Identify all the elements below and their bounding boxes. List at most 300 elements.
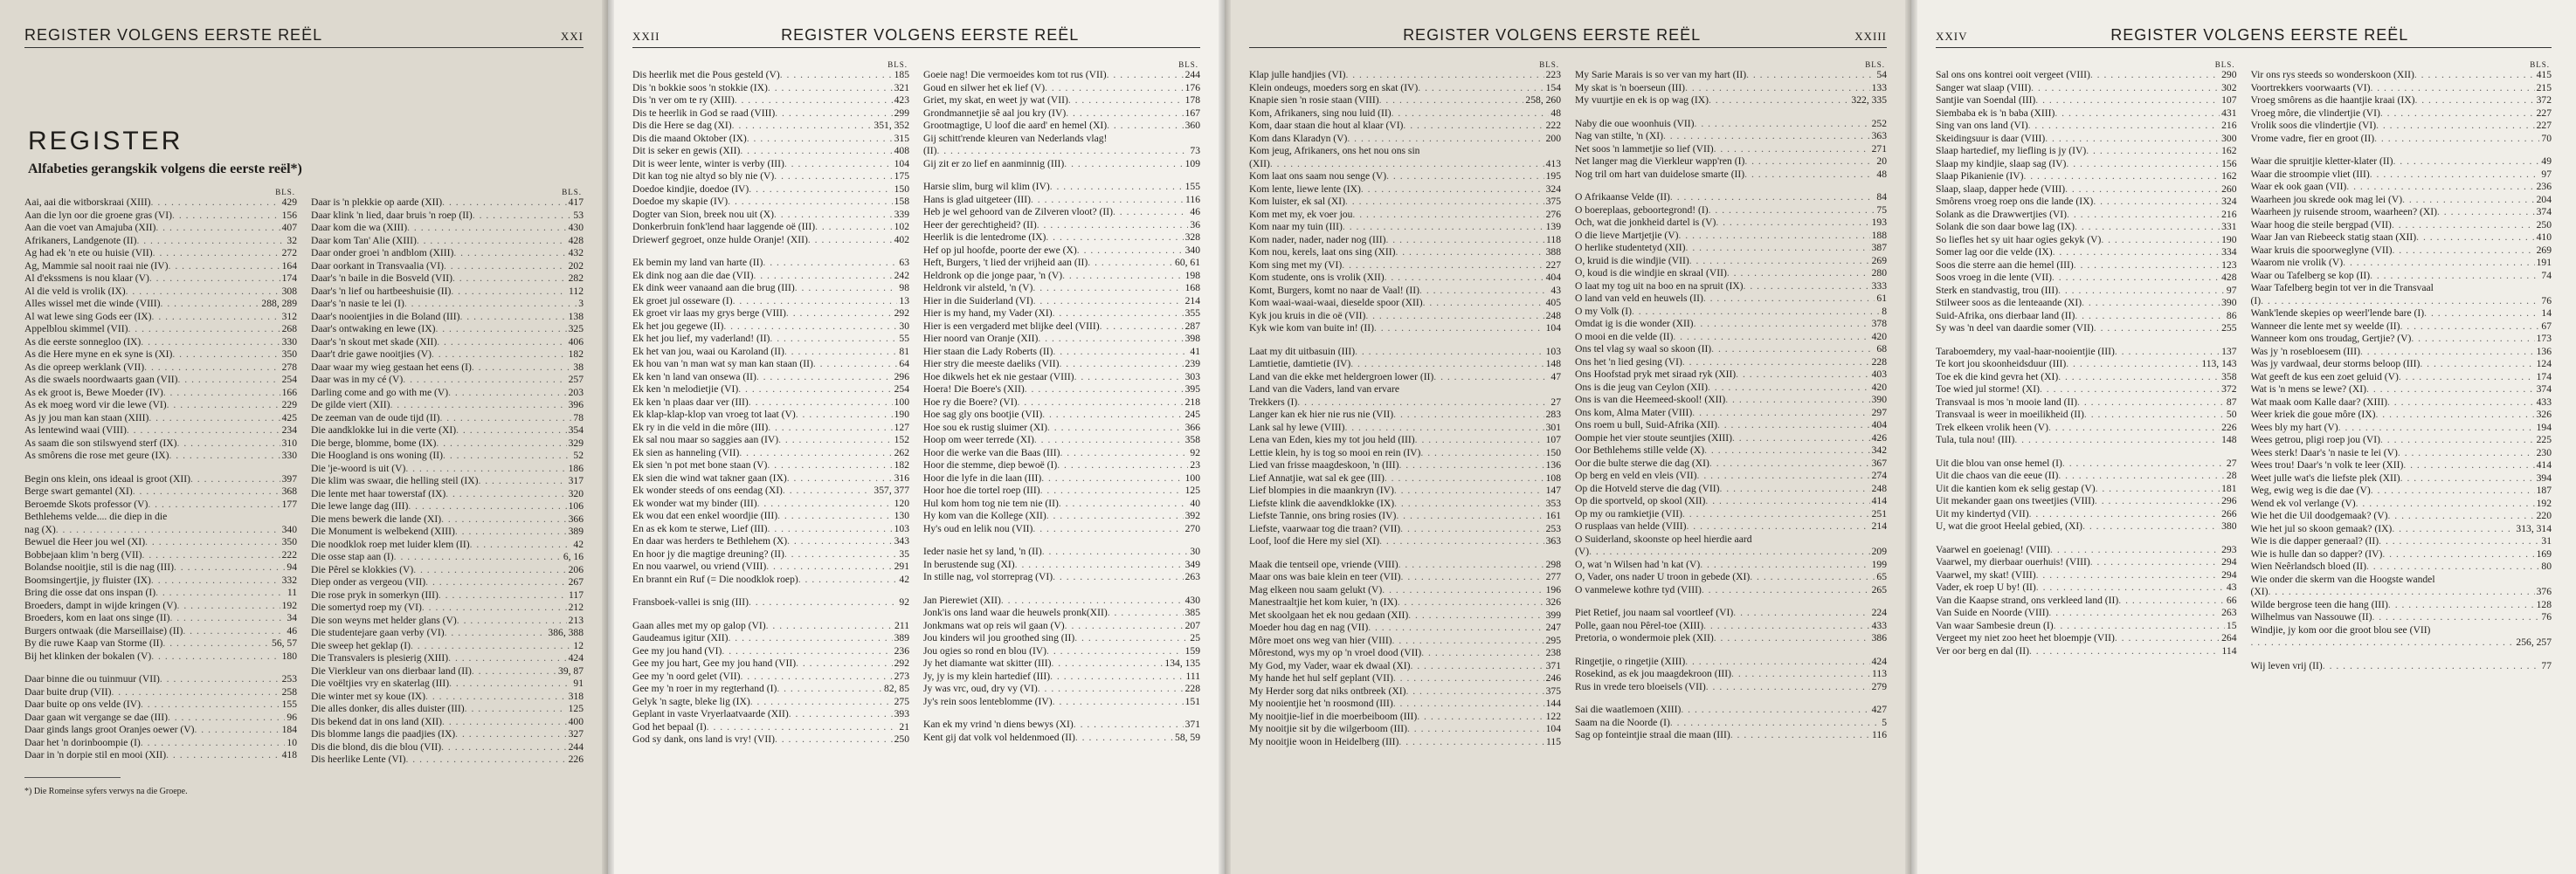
dot-leader — [1725, 394, 1869, 407]
index-entry — [632, 632, 909, 645]
index-entry — [632, 196, 909, 209]
entry-page-number: 245 — [1184, 409, 1200, 420]
dot-leader — [1398, 596, 1544, 609]
entry-page-number: 330 — [281, 450, 297, 461]
dot-leader — [2067, 209, 2220, 222]
entry-title: As ek groot is, Bewe Moeder (IV) — [24, 386, 163, 398]
index-column — [2251, 60, 2552, 672]
dot-leader — [2053, 246, 2220, 259]
index-entry — [1575, 118, 1887, 131]
index-entry — [2251, 422, 2552, 435]
index-column — [1936, 60, 2237, 672]
entry-page-number: 73 — [1190, 145, 1200, 156]
dot-leader — [784, 346, 898, 359]
index-entry — [1249, 209, 1561, 222]
index-entry — [24, 336, 297, 349]
entry-title: Lank sal hy lewe (VIII) — [1249, 421, 1345, 433]
entry-page-number: 410 — [2536, 231, 2552, 243]
entry-title: Gij schitt'rende kleuren van Nederlands vlag! — [923, 132, 1108, 144]
dot-leader — [439, 589, 567, 602]
index-entry — [923, 595, 1200, 608]
entry-page-number: 155 — [281, 699, 297, 710]
entry-title: Die lente met haar towerstaf (IX) — [311, 487, 446, 499]
dot-leader — [144, 361, 280, 375]
dot-leader — [795, 282, 898, 295]
entry-title: Ek ken 'n melodietjie (VI) — [632, 383, 739, 395]
index-entry — [1575, 169, 1887, 182]
entry-page-number — [1198, 133, 1200, 146]
entry-title: Net langer mag die Vierkleur wapp'ren (I) — [1575, 155, 1745, 167]
index-entry — [1936, 371, 2237, 384]
index-entry — [2251, 244, 2552, 258]
dot-leader — [148, 412, 280, 425]
entry-page-number: 65 — [1876, 571, 1887, 582]
dot-leader — [1018, 396, 1184, 409]
dot-leader — [2029, 645, 2220, 658]
index-entry — [632, 620, 909, 633]
entry-page-number: 363 — [1545, 535, 1561, 547]
dot-leader — [798, 574, 898, 587]
entry-title: O, Vader, ons nader U troon in gebede (XI) — [1575, 571, 1751, 582]
entry-page-number: 413 — [1545, 157, 1561, 169]
entry-page-number: 226 — [568, 754, 584, 765]
entry-page-number: 206 — [568, 563, 584, 575]
entry-title: En hoor jy die magtige dreuning? (II) — [632, 547, 784, 560]
entry-title: Manestraaltjie het kom kuier, 'n (IX) — [1249, 596, 1398, 608]
entry-page-number — [1559, 145, 1561, 158]
dot-leader — [2084, 409, 2225, 422]
entry-page-number: 214 — [1184, 294, 1200, 306]
entry-page-number: 387 — [1871, 242, 1887, 253]
entry-title: O Afrikaanse Velde (II) — [1575, 191, 1670, 203]
entry-page-number: 192 — [281, 599, 297, 611]
entry-page-number: 74 — [2541, 269, 2552, 281]
index-entry — [632, 733, 909, 747]
entry-title: Smôrens vroeg roep ons die lande (IX) — [1936, 196, 2094, 207]
index-list — [311, 196, 584, 767]
index-entry — [2251, 459, 2552, 472]
dot-leader — [1423, 297, 1544, 310]
entry-title: Van Suide en Noorde (VIII) — [1936, 607, 2049, 618]
entry-title: My God, my Vader, waar ek dwaal (XI) — [1249, 659, 1411, 671]
index-entry — [923, 571, 1200, 584]
dot-leader — [2082, 297, 2220, 310]
entry-page-number: 42 — [899, 573, 909, 585]
index-entry — [2251, 498, 2552, 511]
index-entry — [1249, 107, 1561, 120]
entry-page-number: 366 — [568, 513, 584, 525]
entry-title: Daar's 'n skout met skade (XII) — [311, 335, 438, 348]
dot-leader — [2023, 170, 2220, 183]
dot-leader — [1032, 282, 1183, 295]
dot-leader — [2268, 586, 2534, 599]
index-entry — [311, 222, 584, 235]
entry-title: Van waar Sambesie dreun (I) — [1936, 619, 2054, 631]
dot-leader — [2118, 595, 2225, 608]
index-entry — [1936, 346, 2237, 359]
entry-page-number: 216 — [2221, 120, 2237, 131]
dot-leader — [763, 257, 897, 270]
dot-leader — [770, 333, 897, 346]
index-entry — [923, 295, 1200, 308]
dot-leader — [2416, 231, 2534, 244]
entry-page-number: 398 — [1184, 333, 1200, 344]
entry-title: Van die Kaapse strand, ons verkleed land (II) — [1936, 594, 2119, 606]
entry-title: Aan die lyn oor die groene gras (VI) — [24, 209, 173, 221]
entry-page-number: 354 — [568, 424, 584, 436]
dot-leader — [1407, 723, 1544, 736]
entry-page-number: 162 — [2221, 145, 2237, 156]
index-entry — [1575, 280, 1887, 293]
index-entry — [1249, 571, 1561, 584]
section-gap — [1575, 107, 1887, 118]
entry-page-number: 196 — [1545, 583, 1561, 595]
entry-title: Daar was in my cé (V) — [311, 374, 404, 385]
dot-leader — [766, 561, 892, 574]
entry-page-number: 216 — [2221, 208, 2237, 220]
entry-page-number: 128 — [2536, 598, 2552, 610]
entry-page-number: 396 — [568, 399, 584, 410]
entry-page-number: 392 — [1184, 510, 1200, 521]
index-entry — [1249, 158, 1561, 171]
entry-page-number: 137 — [2221, 345, 2237, 357]
dot-leader — [1350, 358, 1544, 371]
dot-leader — [2040, 383, 2220, 396]
entry-page-number: 136 — [1545, 459, 1561, 471]
index-entry — [311, 424, 584, 437]
entry-page-number: 420 — [1871, 381, 1887, 393]
entry-title: Wanneer die lente met sy weelde (II) — [2250, 320, 2400, 332]
entry-title: Ek wonder wat my binder (III) — [632, 497, 757, 509]
dot-leader — [1421, 647, 1544, 660]
dot-leader — [2338, 422, 2535, 435]
index-entry — [311, 754, 584, 767]
index-entry — [632, 209, 909, 222]
index-entry — [632, 358, 909, 371]
index-entry — [1575, 632, 1887, 645]
entry-page-number: 269 — [1871, 254, 1887, 266]
index-entry — [2251, 120, 2552, 133]
dot-leader — [169, 260, 280, 273]
dot-leader — [1042, 546, 1189, 559]
entry-page-number: 276 — [1545, 208, 1561, 220]
dot-leader — [2048, 422, 2220, 435]
entry-page-number: 41 — [1190, 345, 1200, 357]
header-title: REGISTER VOLGENS EERSTE REËL — [2110, 26, 2409, 44]
entry-title: Kom waai-waai-waai, dieselde spoor (XII) — [1249, 297, 1423, 308]
dot-leader — [728, 196, 892, 209]
entry-page-number: 67 — [2541, 320, 2552, 332]
dot-leader — [1711, 343, 1875, 356]
index-entry — [311, 539, 584, 552]
index-entry — [311, 348, 584, 361]
entry-page-number: 94 — [287, 561, 297, 573]
dot-leader — [413, 564, 566, 577]
entry-title: O herlike studentetyd (XII) — [1575, 242, 1686, 253]
dot-leader — [2392, 219, 2535, 232]
entry-page-number — [2550, 574, 2552, 587]
index-entry — [632, 107, 909, 120]
entry-title: Vrome vadre, fier en groot (II) — [2250, 132, 2375, 144]
entry-page-number: 48 — [1876, 168, 1887, 180]
entry-title: Die Hoogland is ons woning (II) — [311, 450, 444, 461]
entry-page-number: 227 — [2536, 107, 2552, 119]
dot-leader — [777, 683, 882, 696]
entry-title: Hoor die werke van die Baas (III) — [923, 446, 1060, 458]
index-entry — [923, 620, 1200, 633]
entry-title: Taraboemdery, my vaal-haar-nooientjie (III) — [1936, 345, 2115, 357]
entry-title: Hoe dikwels het ek nie gestaar (VIII) — [923, 370, 1074, 382]
entry-title: Oor Bethlehems stille velde (X) — [1575, 444, 1705, 456]
dot-leader — [756, 371, 893, 384]
section-gap — [1249, 335, 1561, 346]
entry-title: Hier staan die Lady Roberts (II) — [923, 345, 1053, 357]
entry-title: Jou ogies so rond en blou (IV) — [923, 644, 1047, 657]
dot-leader — [2035, 94, 2220, 107]
page-xxiv — [1911, 0, 2576, 874]
entry-page-number: 423 — [894, 94, 909, 106]
index-entry — [1936, 495, 2237, 508]
entry-title: Dis te heerlik in God se raad (VIII) — [632, 107, 776, 119]
index-entry — [1249, 196, 1561, 209]
entry-title: Wank'lende skepies op weerl'lende bare (I) — [2250, 307, 2425, 319]
index-entry — [1249, 94, 1561, 107]
entry-title: Al wat lewe sing Gods eer (IX) — [24, 310, 152, 322]
dot-leader — [813, 358, 898, 371]
dot-leader — [2058, 371, 2220, 384]
entry-title: Jan Pierewiet (XII) — [923, 594, 1001, 606]
index-column — [1575, 60, 1887, 748]
entry-page-number: 222 — [281, 548, 297, 561]
entry-page-number: 207 — [1184, 619, 1200, 631]
section-gap — [632, 586, 909, 596]
entry-page-number: 372 — [2536, 94, 2552, 106]
index-entry — [923, 244, 1200, 258]
entry-page-number: 333 — [1871, 279, 1887, 292]
entry-title: Mag elkeen nou saam gelukt (V) — [1249, 583, 1383, 595]
dot-leader — [160, 673, 280, 686]
index-entry — [1575, 318, 1887, 331]
entry-title: Sing van ons land (VI) — [1936, 120, 2028, 131]
entry-title: Doedoe kindjie, doedoe (IV) — [632, 182, 749, 195]
dot-leader — [1417, 711, 1544, 724]
index-entry — [311, 450, 584, 463]
dot-leader — [1681, 704, 1869, 717]
entry-page-number: 77 — [2541, 659, 2552, 671]
index-entry — [1936, 170, 2237, 183]
dot-leader — [151, 650, 280, 664]
entry-title: En brannt ein Ruf (= Die noodklok roep) — [632, 573, 798, 585]
dot-leader — [2400, 320, 2539, 334]
index-entry — [2251, 155, 2552, 169]
entry-title: Slaap my kindjie, slaap sag (IV) — [1936, 157, 2067, 169]
entry-title: Daar's ontwaking en lewe (IX) — [311, 323, 436, 334]
entry-title: Al d'ekssmens is nou klaar (V) — [24, 272, 149, 284]
entry-page-number: 397 — [281, 472, 297, 485]
index-entry — [632, 657, 909, 671]
index-entry — [311, 399, 584, 412]
entry-title: Die osse stap aan (I) — [311, 551, 394, 562]
entry-title: Waar kruis die spoorweglyne (VII) — [2250, 244, 2393, 256]
entry-page-number: 380 — [2221, 520, 2237, 532]
dot-leader — [2387, 396, 2535, 409]
dot-leader — [1032, 523, 1183, 536]
index-entry — [923, 69, 1200, 82]
page-xxiii — [1225, 0, 1911, 874]
index-entry — [24, 625, 297, 638]
index-column — [923, 60, 1200, 747]
dot-leader — [1705, 495, 1869, 508]
entry-page-number: 102 — [894, 221, 909, 232]
index-entry — [923, 396, 1200, 409]
dot-leader — [2058, 470, 2225, 483]
entry-title: Dis heerlike Lente (VI) — [311, 754, 406, 765]
entry-title: Sanger wat slaap (VIII) — [1936, 81, 2032, 93]
entry-title: Jy's rein soos lenteblomme (IV) — [923, 695, 1053, 707]
index-entry — [24, 587, 297, 600]
dot-leader — [1685, 656, 1869, 669]
index-entry — [1249, 609, 1561, 623]
index-entry — [24, 737, 297, 750]
index-entry — [1575, 444, 1887, 458]
dot-leader — [2370, 270, 2539, 283]
entry-title: Die klim was swaar, die helling steil (IX) — [311, 475, 479, 486]
entry-page-number: 125 — [1184, 485, 1200, 496]
index-entry — [1936, 483, 2237, 496]
entry-page-number: 175 — [894, 170, 909, 182]
index-column — [24, 188, 297, 767]
dot-leader — [2380, 107, 2535, 120]
entry-page-number: 295 — [1545, 634, 1561, 646]
index-entry — [24, 499, 297, 512]
dot-leader — [152, 311, 280, 324]
dot-leader — [2392, 523, 2514, 536]
entry-page-number: 82, 85 — [884, 683, 909, 694]
entry-title: Wees trou! Daar's 'n volk te leer (XII) — [2250, 459, 2404, 471]
entry-title: Pretoria, o wondermoie plek (XII) — [1575, 632, 1714, 643]
dot-leader — [1400, 523, 1544, 536]
entry-page-number: 300 — [2221, 132, 2237, 144]
index-entry — [1936, 458, 2237, 471]
entry-title: Ag, Mammie sal nooit raai nie (IV) — [24, 259, 169, 272]
dot-leader — [1393, 672, 1544, 685]
dot-leader — [1736, 368, 1869, 382]
index-entry — [311, 374, 584, 387]
index-entry — [1249, 584, 1561, 597]
entry-title: Môre moet ons weg van hier (VIII) — [1249, 634, 1392, 646]
header-title: REGISTER VOLGENS EERSTE REËL — [24, 26, 323, 44]
entry-page-number: 130 — [894, 510, 909, 521]
entry-page-number: 181 — [2221, 482, 2237, 494]
dot-leader — [2066, 358, 2200, 371]
entry-page-number: 244 — [568, 740, 584, 753]
index-entry — [24, 699, 297, 712]
index-entry — [1249, 647, 1561, 660]
entry-title: Die Pêrel se klokkies (V) — [311, 563, 414, 575]
index-entry — [311, 703, 584, 716]
dot-leader — [2261, 295, 2539, 308]
entry-title: Hy kom van die Kollege (XII) — [923, 510, 1046, 521]
entry-title: Skeidingsuur is daar (VIII) — [1936, 132, 2046, 144]
entry-page-number: 113 — [1872, 668, 1887, 679]
index-entry — [24, 222, 297, 235]
entry-page-number: 296 — [2221, 495, 2237, 506]
entry-page-number: 226 — [2221, 421, 2237, 433]
entry-page-number: 56, 57 — [272, 637, 297, 649]
index-entry — [2251, 624, 2552, 637]
dot-leader — [739, 447, 892, 460]
entry-page-number: 161 — [1545, 510, 1561, 521]
index-entry — [2251, 346, 2552, 359]
entry-title: Gaudeamus igitur (XII) — [632, 632, 729, 643]
entry-title: Uit die blou van onse hemel (I) — [1936, 457, 2062, 469]
entry-page-number: 218 — [1184, 396, 1200, 408]
index-entry — [1575, 255, 1887, 268]
entry-page-number: 246 — [1545, 672, 1561, 684]
entry-page-number: 212 — [568, 602, 584, 613]
dot-leader — [1730, 729, 1870, 742]
index-entry — [311, 615, 584, 628]
entry-title: Die Transvalers is plesierig (XIII) — [311, 652, 449, 664]
index-entry — [2251, 307, 2552, 320]
index-entry — [632, 170, 909, 183]
index-entry — [1249, 447, 1561, 460]
dot-leader — [1379, 94, 1524, 107]
index-column — [1249, 60, 1561, 748]
entry-page-number: 255 — [2221, 322, 2237, 334]
entry-page-number: 326 — [2536, 409, 2552, 420]
entry-title: Vrolik soos die vlindertjie (VI) — [2250, 120, 2377, 131]
index-entry — [311, 437, 584, 451]
dot-leader — [455, 526, 567, 539]
index-entry — [632, 69, 909, 82]
index-entry — [923, 447, 1200, 460]
index-entry — [1249, 322, 1561, 335]
index-entry — [2251, 295, 2552, 308]
entry-page-number: 148 — [2221, 434, 2237, 445]
index-columns — [632, 60, 1200, 747]
index-entry — [1575, 470, 1887, 483]
entry-page-number: 321 — [894, 81, 909, 93]
dot-leader — [740, 145, 892, 158]
entry-title: Loof, loof die Here my siel (XI) — [1249, 535, 1380, 547]
entry-page-number: 342 — [1871, 444, 1887, 456]
entry-page-number: 266 — [2221, 507, 2237, 520]
entry-title: Bobbejaan klim 'n berg (VII) — [24, 548, 142, 561]
entry-page-number: 185 — [894, 69, 909, 80]
entry-title: Komt, Burgers, komt no naar de Vaal! (II) — [1249, 284, 1420, 296]
index-entry — [1936, 383, 2237, 396]
entry-page-number: 23 — [1190, 459, 1200, 471]
entry-title: (XI) — [2250, 586, 2269, 597]
dot-leader — [425, 691, 567, 704]
entry-page-number: 272 — [281, 247, 297, 258]
entry-title: Ek dink nog aan die dae (VII) — [632, 269, 754, 281]
entry-page-number: 46 — [287, 624, 297, 637]
entry-title: Daar buite drup (VII) — [24, 685, 112, 698]
index-entry — [1575, 343, 1887, 356]
entry-title: Gee my jou hart, Gee my jou hand (VII) — [632, 657, 797, 669]
entry-title: Maak die tentseil ope, vriende (VIII) — [1249, 558, 1398, 570]
dot-leader — [2086, 145, 2220, 158]
entry-title: O rusplaas van helde (VIII) — [1575, 520, 1687, 532]
entry-title: Die voëltjies vry en skaterlag (III) — [311, 678, 450, 689]
dot-leader — [735, 94, 893, 107]
index-entry — [923, 270, 1200, 283]
dot-leader — [151, 575, 280, 588]
index-entry — [1575, 292, 1887, 306]
dot-leader — [2054, 620, 2225, 633]
